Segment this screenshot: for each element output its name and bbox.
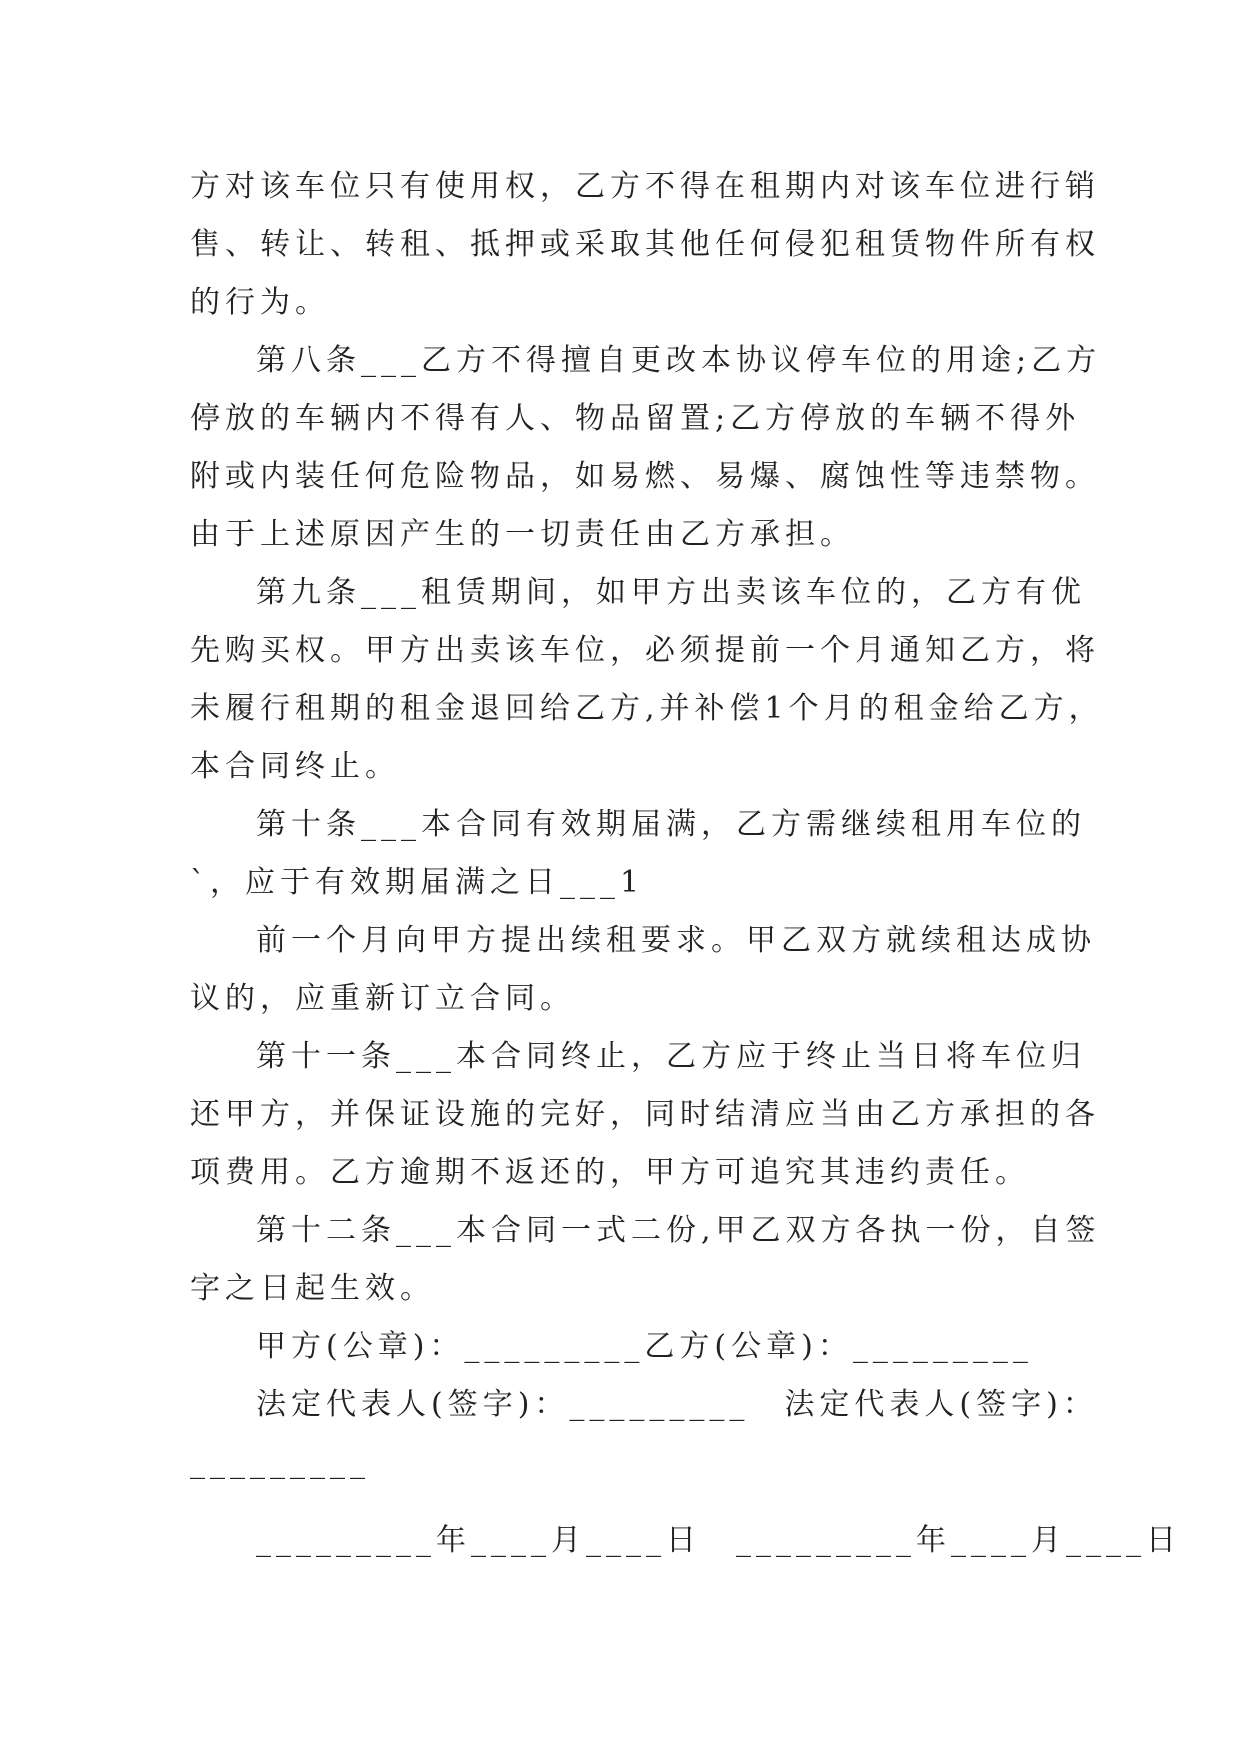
signature-blank-line: _________ (190, 1445, 370, 1480)
party-seal-line: 甲方(公章)：_________乙方(公章)：_________ (256, 1329, 1033, 1364)
date-line: _________年____月____日 _________年____月____日 (256, 1523, 1181, 1558)
text-line: 议的，应重新订立合同。 (190, 981, 575, 1016)
text-line: 售、转让、转租、抵押或采取其他任何侵犯租赁物件所有权 (190, 227, 1100, 262)
text-line: 由于上述原因产生的一切责任由乙方承担。 (190, 517, 855, 552)
article-12-heading-line: 第十二条___本合同一式二份,甲乙双方各执一份，自签 (256, 1213, 1101, 1248)
text-line: 本合同终止。 (190, 749, 400, 784)
text-line: 还甲方，并保证设施的完好，同时结清应当由乙方承担的各 (190, 1097, 1100, 1132)
text-line: 未履行租期的租金退回给乙方,并补偿1个月的租金给乙方， (190, 691, 1104, 726)
legal-representative-line: 法定代表人(签字)：_________ 法定代表人(签字)： (256, 1387, 1098, 1422)
text-line: 停放的车辆内不得有人、物品留置;乙方停放的车辆不得外 (190, 401, 1081, 436)
text-line: 字之日起生效。 (190, 1271, 435, 1306)
text-line: `，应于有效期届满之日___1 (190, 865, 645, 900)
spacer (190, 1492, 1060, 1512)
text-line: 附或内装任何危险物品，如易燃、易爆、腐蚀性等违禁物。 (190, 459, 1100, 494)
article-9-heading-line: 第九条___租赁期间，如甲方出卖该车位的，乙方有优 (256, 575, 1086, 610)
text-line: 前一个月向甲方提出续租要求。甲乙双方就续租达成协 (256, 923, 1096, 958)
article-8-heading-line: 第八条___乙方不得擅自更改本协议停车位的用途;乙方 (256, 343, 1102, 378)
text-line: 的行为。 (190, 285, 330, 320)
article-11-heading-line: 第十一条___本合同终止，乙方应于终止当日将车位归 (256, 1039, 1086, 1074)
article-10-heading-line: 第十条___本合同有效期届满，乙方需继续租用车位的 (256, 807, 1086, 842)
text-line: 项费用。乙方逾期不返还的，甲方可追究其违约责任。 (190, 1155, 1030, 1190)
text-line: 先购买权。甲方出卖该车位，必须提前一个月通知乙方，将 (190, 633, 1100, 668)
contract-page (190, 158, 1181, 1570)
contract-body (190, 158, 1181, 1570)
text-line: 方对该车位只有使用权，乙方不得在租期内对该车位进行销 (190, 169, 1100, 204)
